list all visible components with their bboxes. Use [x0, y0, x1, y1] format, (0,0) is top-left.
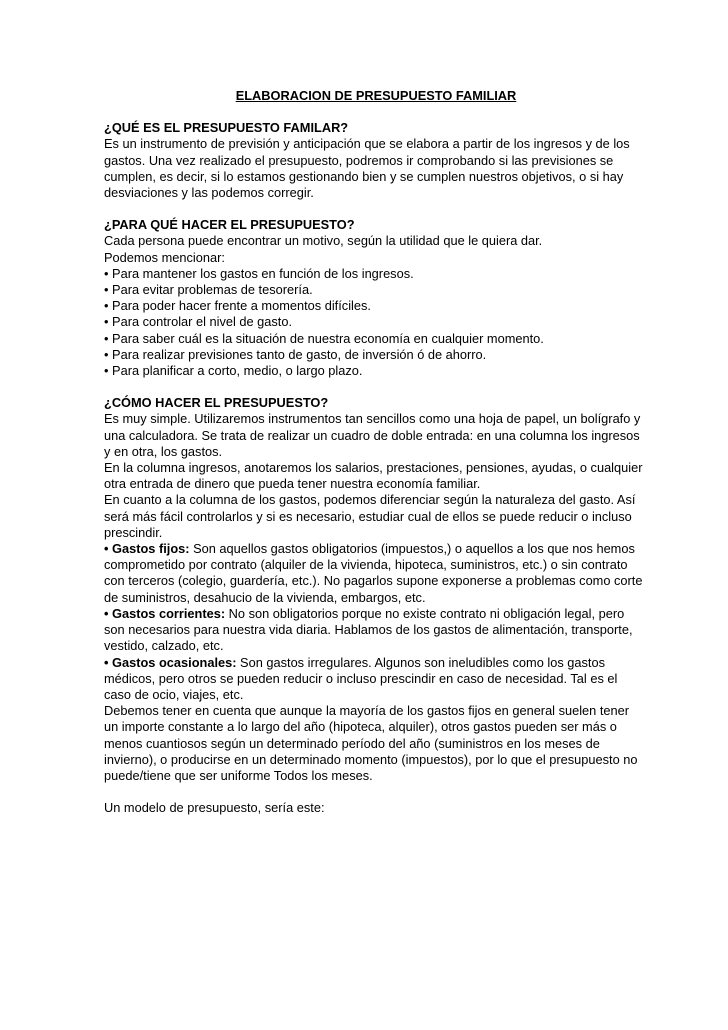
section-how	[104, 395, 644, 784]
list-item: • Para planificar a corto, medio, o largo plazo.	[104, 363, 363, 379]
expense-occasional	[104, 655, 644, 704]
document-body	[104, 88, 644, 816]
document-title: ELABORACION DE PRESUPUESTO FAMILIAR	[235, 88, 517, 103]
section-why	[104, 217, 644, 379]
section-text-how-2: En la columna ingresos, anotaremos los salarios, prestaciones, pensiones, ayudas, o cualquier otra entrada de dinero que pueda tener nuestra economía familiar.	[104, 460, 643, 492]
list-item: • Para poder hacer frente a momentos difíciles.	[104, 298, 371, 314]
expense-occasional-label: • Gastos ocasionales:	[104, 654, 237, 670]
list-item: • Para realizar previsiones tanto de gasto, de inversión ó de ahorro.	[104, 346, 487, 362]
section-intro-why: Cada persona puede encontrar un motivo, según la utilidad que le quiera dar.	[104, 233, 543, 249]
section-heading-what-is: ¿QUÉ ES EL PRESUPUESTO FAMILAR?	[104, 120, 349, 136]
list-item: • Para evitar problemas de tesorería.	[104, 282, 313, 298]
expense-current-text: No son obligatorios porque no existe contrato ni obligación legal, pero son necesarios para nuestra vida diaria. Hablamos de los gastos de alimentación, transporte, vestido, calzado, etc.	[104, 605, 633, 654]
closing-text: Un modelo de presupuesto, sería este:	[104, 800, 325, 816]
expense-fixed-label: • Gastos fijos:	[104, 541, 190, 557]
expense-current	[104, 606, 644, 655]
section-intro-mention: Podemos mencionar:	[104, 249, 225, 265]
section-what-is	[104, 120, 644, 201]
expense-occasional-text: Son gastos irregulares. Algunos son ineludibles como los gastos médicos, pero otros se pueden reducir o incluso prescindir en caso de necesidad. Tal es el caso de ocio, viajes, etc.	[104, 654, 618, 702]
section-heading-how: ¿CÓMO HACER EL PRESUPUESTO?	[104, 395, 329, 411]
list-item: • Para controlar el nivel de gasto.	[104, 314, 293, 330]
expense-current-label: • Gastos corrientes:	[104, 605, 226, 621]
section-text-what-is: Es un instrumento de previsión y anticipación que se elabora a partir de los ingresos y de los gastos. Una vez realizado el presupuesto, podremos ir comprobando si las previsiones se cumplen, es decir, si lo estamos gestionando bien y se cumplen nuestros objetivos, o si hay desviaciones y las podemos corregir.	[104, 136, 630, 201]
list-item: • Para saber cuál es la situación de nuestra economía en cualquier momento.	[104, 330, 544, 346]
section-text-how-1: Es muy simple. Utilizaremos instrumentos tan sencillos como una hoja de papel, un bolígrafo y una calculadora. Se trata de realizar un cuadro de doble entrada: en una columna los ingresos y en otra, los gastos.	[104, 411, 641, 459]
section-heading-why: ¿PARA QUÉ HACER EL PRESUPUESTO?	[104, 217, 355, 233]
expense-fixed	[104, 541, 644, 606]
section-text-how-3: En cuanto a la columna de los gastos, podemos diferenciar según la naturaleza del gasto. Así será más fácil controlarlos y si es necesario, estudiar cual de ellos se puede reducir o incluso prescindir.	[104, 492, 636, 540]
expense-fixed-text: Son aquellos gastos obligatorios (impuestos,) o aquellos a los que nos hemos comprometido por contrato (alquiler de la vivienda, hipoteca, suministros, etc.) o sin contrato con terceros (colegio, guardería, etc.). No pagarlos supone exponerse a problemas como corte de suministros, desahucio de la vivienda, embargos, etc.	[104, 541, 643, 605]
section-text-how-4: Debemos tener en cuenta que aunque la mayoría de los gastos fijos en general suelen tener un importe constante a lo largo del año (hipoteca, alquiler), otros gastos pueden ser más o menos cuantiosos según un determinado período del año (suministros en los meses de invierno), o producirse en un determinado momento (impuestos), por lo que el presupuesto no puede/tiene que ser uniforme Todos los meses.	[104, 703, 638, 783]
list-item: • Para mantener los gastos en función de los ingresos.	[104, 265, 414, 281]
